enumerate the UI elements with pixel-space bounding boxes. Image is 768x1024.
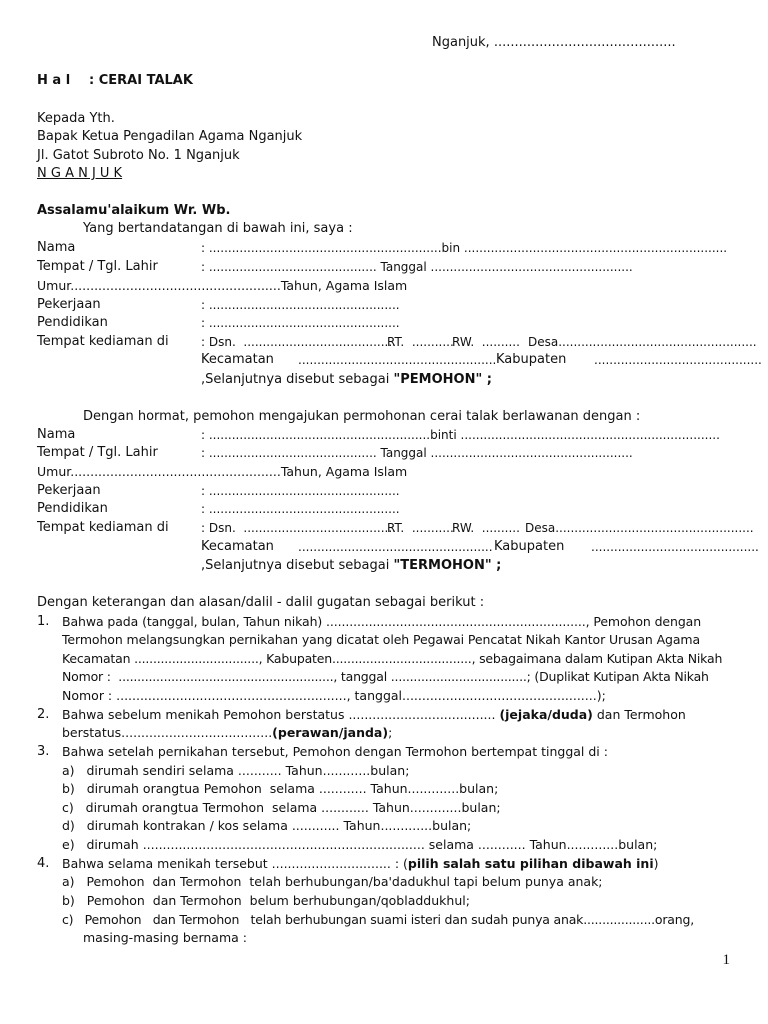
item-number: 2.: [37, 707, 50, 722]
termohon-pendidikan-field: : ..................................................: [201, 502, 400, 516]
termohon-kecamatan-label: Kecamatan: [201, 539, 274, 554]
pemohon-rt-field: RT. ...........: [387, 335, 454, 349]
pemohon-ttl-label: Tempat / Tgl. Lahir: [37, 259, 158, 274]
termohon-alamat-label: Tempat kediaman di: [37, 520, 169, 535]
termohon-rt-field: RT. ...........: [387, 521, 454, 535]
item-2-text: berstatus......................................: [62, 725, 273, 740]
item-4-close: ): [653, 856, 659, 871]
termohon-desa-field: Desa....................................................: [525, 521, 754, 535]
pemohon-kecamatan-label: Kecamatan: [201, 352, 274, 367]
item-4-instruction: pilih salah satu pilihan dibawah ini: [407, 856, 654, 871]
item-3-option-c: c) dirumah orangtua Termohon selama ............ Tahun.............bulan;: [62, 800, 501, 815]
recipient-city: N G A N J U K: [37, 166, 123, 181]
recipient-line-1: Kepada Yth.: [37, 111, 115, 126]
item-4-option-b: b) Pemohon dan Termohon belum berhubungan/qobladdukhul;: [62, 893, 470, 908]
item-1-line-5: Nomor : .........................................................., tanggal.................................................);: [62, 688, 606, 703]
item-3-option-e: e) dirumah ....................................................................... selama ............ Tahun.............bulan;: [62, 837, 658, 852]
item-1-line-4: Nomor : ........................................................., tanggal ....................................; (Duplikat Kutipan Akta Nikah: [62, 669, 709, 684]
termohon-kecamatan-field: ...................................................: [298, 540, 493, 554]
greeting: Assalamu'alaikum Wr. Wb.: [37, 203, 231, 218]
item-number: 3.: [37, 744, 50, 759]
designation-text: ,Selanjutnya disebut sebagai: [201, 558, 394, 573]
item-2-text: Bahwa sebelum menikah Pemohon berstatus .....................................: [62, 707, 500, 722]
termohon-nama-label: Nama: [37, 427, 76, 442]
item-4-option-c-cont: masing-masing bernama :: [83, 930, 247, 945]
pemohon-nama-field: : .............................................................bin .....................................................................: [201, 241, 728, 255]
subject-label: H a l: [37, 73, 71, 88]
pemohon-dsn-field: : Dsn. ........................................: [201, 335, 396, 349]
designation-name: "PEMOHON" ;: [393, 372, 492, 387]
designation-text: ,Selanjutnya disebut sebagai: [201, 372, 394, 387]
designation-name: "TERMOHON" ;: [393, 558, 502, 573]
pemohon-designation: [201, 371, 492, 389]
item-3-text: Bahwa setelah pernikahan tersebut, Pemohon dengan Termohon bertempat tinggal di :: [62, 744, 608, 759]
item-1-line-2: Termohon melangsungkan pernikahan yang dicatat oleh Pegawai Pencatat Nikah Kantor Urusan Agama: [62, 632, 701, 647]
pemohon-alamat-label: Tempat kediaman di: [37, 334, 169, 349]
pemohon-pendidikan-field: : ..................................................: [201, 316, 400, 330]
item-2-status-pemohon: (jejaka/duda): [499, 707, 593, 722]
termohon-nama-field: : ..........................................................binti ....................................................................: [201, 428, 720, 442]
item-2-status-termohon: (perawan/janda): [272, 725, 389, 740]
place-date: Nganjuk, ............................................: [432, 35, 676, 50]
pemohon-pekerjaan-label: Pekerjaan: [37, 297, 101, 312]
pemohon-desa-field: Desa....................................................: [528, 335, 757, 349]
termohon-ttl-field: : ............................................ Tanggal .....................................................: [201, 446, 633, 460]
termohon-dsn-field: : Dsn. ........................................: [201, 521, 396, 535]
pemohon-kecamatan-field: ....................................................: [298, 353, 497, 367]
pemohon-rw-field: RW. ..........: [452, 335, 520, 349]
item-1-line-1: Bahwa pada (tanggal, bulan, Tahun nikah) ..................................................................., Pemohon dengan: [62, 614, 702, 629]
transition-text: Dengan hormat, pemohon mengajukan permohonan cerai talak berlawanan dengan :: [83, 409, 641, 424]
recipient-line-3: Jl. Gatot Subroto No. 1 Nganjuk: [37, 148, 240, 163]
item-2-text: dan Termohon: [592, 707, 686, 722]
item-3-option-d: d) dirumah kontrakan / kos selama ............ Tahun.............bulan;: [62, 818, 472, 833]
termohon-pekerjaan-field: : ..................................................: [201, 484, 400, 498]
item-4-option-a: a) Pemohon dan Termohon telah berhubungan/ba'dadukhul tapi belum punya anak;: [62, 874, 603, 889]
recipient-line-2: Bapak Ketua Pengadilan Agama Nganjuk: [37, 129, 303, 144]
item-3-option-a: a) dirumah sendiri selama ........... Tahun............bulan;: [62, 763, 410, 778]
page-number: 1: [722, 952, 730, 968]
termohon-designation: [201, 557, 501, 575]
item-1-line-3: Kecamatan ................................., Kabupaten....................................., sebagaimana dalam Kutipan Akta Nikah: [62, 651, 723, 666]
pemohon-pendidikan-label: Pendidikan: [37, 315, 108, 330]
termohon-kabupaten-field: ............................................: [591, 540, 759, 554]
pemohon-umur: Umur.....................................................Tahun, Agama Islam: [37, 278, 408, 293]
dalil-intro: Dengan keterangan dan alasan/dalil - dalil gugatan sebagai berikut :: [37, 595, 485, 610]
pemohon-ttl-field: : ............................................ Tanggal .....................................................: [201, 260, 633, 274]
termohon-umur: Umur.....................................................Tahun, Agama Islam: [37, 464, 408, 479]
item-4-text: [62, 855, 659, 873]
pemohon-kabupaten-field: ............................................: [594, 353, 762, 367]
pemohon-kabupaten-label: Kabupaten: [496, 352, 567, 367]
item-2-line-2: [62, 724, 392, 742]
pemohon-nama-label: Nama: [37, 240, 76, 255]
item-4-intro: Bahwa selama menikah tersebut .............................. : (: [62, 856, 408, 871]
termohon-pekerjaan-label: Pekerjaan: [37, 483, 101, 498]
termohon-kabupaten-label: Kabupaten: [494, 539, 565, 554]
termohon-rw-field: RW. ..........: [452, 521, 520, 535]
intro-text: Yang bertandatangan di bawah ini, saya :: [83, 221, 353, 236]
item-number: 4.: [37, 856, 50, 871]
item-number: 1.: [37, 614, 50, 629]
termohon-pendidikan-label: Pendidikan: [37, 501, 108, 516]
pemohon-pekerjaan-field: : ..................................................: [201, 298, 400, 312]
subject-value: : CERAI TALAK: [89, 73, 193, 88]
item-2-text: ;: [388, 725, 393, 740]
item-3-option-b: b) dirumah orangtua Pemohon selama ............ Tahun.............bulan;: [62, 781, 499, 796]
item-2-line-1: [62, 706, 686, 724]
termohon-ttl-label: Tempat / Tgl. Lahir: [37, 445, 158, 460]
item-4-option-c: c) Pemohon dan Termohon telah berhubungan suami isteri dan sudah punya anak...................orang,: [62, 912, 694, 927]
